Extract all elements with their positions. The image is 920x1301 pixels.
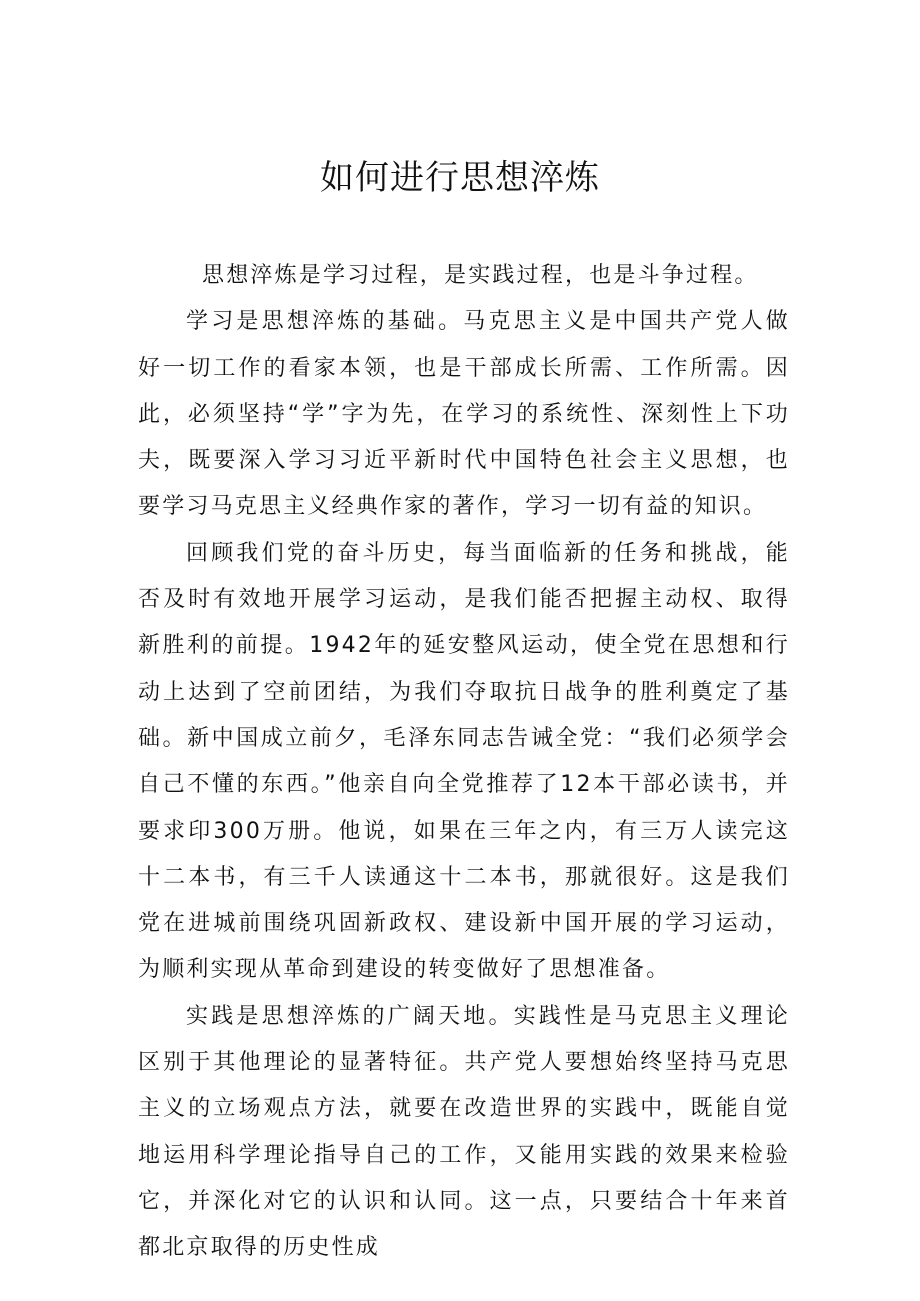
paragraph-learning: 学习是思想淬炼的基础。马克思主义是中国共产党人做好一切工作的看家本领，也是干部成长所需、工作所需。因此，必须坚持“学”字为先，在学习的系统性、深刻性上下功夫，既要深入学习习近平新时代中国特色社会主义思想，也要学习马克思主义经典作家的著作，学习一切有益的知识。 <box>138 309 790 520</box>
paragraph-intro: 思想淬炼是学习过程，是实践过程，也是斗争过程。 <box>202 263 759 288</box>
document-body <box>138 253 790 1272</box>
document-title: 如何进行思想淬炼 <box>320 158 600 198</box>
paragraph-history: 回顾我们党的奋斗历史，每当面临新的任务和挑战，能否及时有效地开展学习运动，是我们能否把握主动权、取得新胜利的前提。1942年的延安整风运动，使全党在思想和行动上达到了空前团结，为我们夺取抗日战争的胜利奠定了基础。新中国成立前夕，毛泽东同志告诫全党：“我们必须学会自己不懂的东西。”他亲自向全党推荐了12本干部必读书，并要求印300万册。他说，如果在三年之内，有三万人读完这十二本书，有三千人读通这十二本书，那就很好。这是我们党在进城前围绕巩固新政权、建设新中国开展的学习运动，为顺利实现从革命到建设的转变做好了思想准备。 <box>138 540 790 983</box>
paragraph-practice: 实践是思想淬炼的广阔天地。实践性是马克思主义理论区别于其他理论的显著特征。共产党人要想始终坚持马克思主义的立场观点方法，就要在改造世界的实践中，既能自觉地运用科学理论指导自己的工作，又能用实践的效果来检验它，并深化对它的认识和认同。这一点，只要结合十年来首都北京取得的历史性成 <box>138 1003 790 1261</box>
